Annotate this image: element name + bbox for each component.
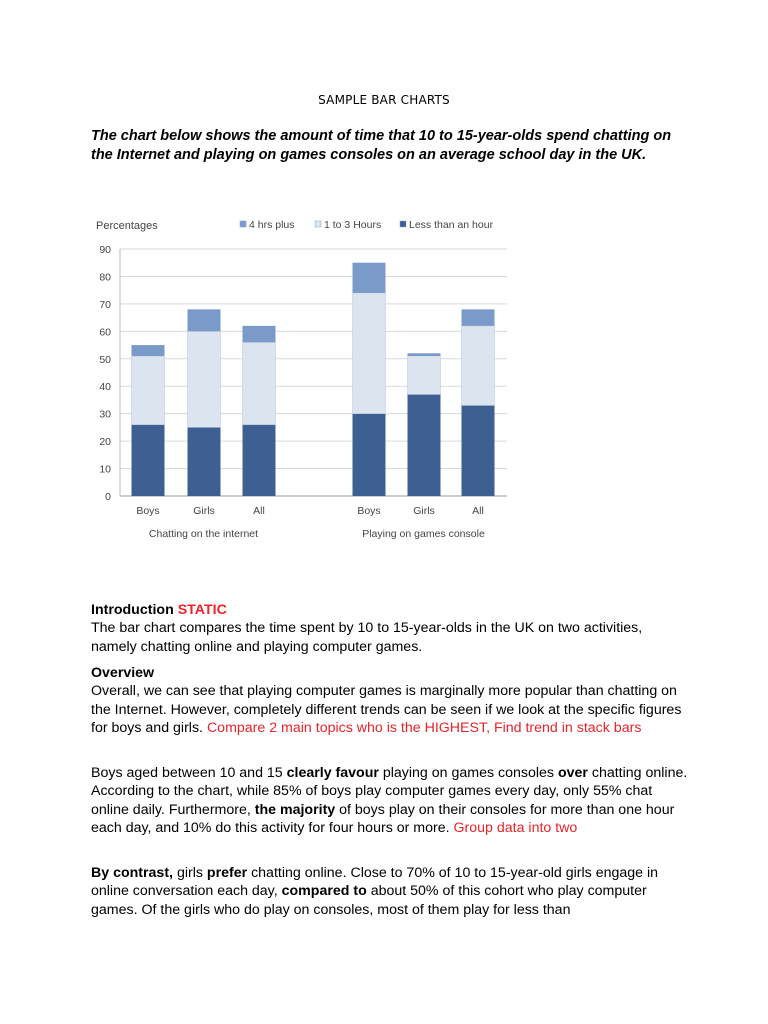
document-title: SAMPLE BAR CHARTS [318,93,450,107]
y-tick-label: 20 [99,436,111,449]
overview-note: Compare 2 main topics who is the HIGHEST, Find trend in stack bars [206,719,642,736]
p3-bold-2: over [557,765,588,781]
y-tick-label: 30 [99,408,111,421]
overview-heading [91,664,691,682]
y-tick-label: 10 [99,463,111,476]
y-tick-label: 80 [99,271,111,284]
paragraph-boys [91,764,691,837]
bar-segment [243,326,276,342]
bar-segment [408,353,441,356]
legend-swatch [240,221,246,227]
x-tick-label: Girls [413,505,435,517]
p4-text-d: about 50% of this cohort who play computer games. Of the girls who do play on consoles, most of them play for less than [91,883,647,918]
bar-segment [408,394,441,496]
stacked-bar-chart [88,205,528,550]
y-tick-label: 90 [99,244,111,256]
group-label: Playing on games console [362,528,485,540]
overview-body: Overall, we can see that playing computer games is marginally more popular than chatting on the Internet. However, completely different trends can be seen if we look at the specific figures for boys and girls. [91,683,682,736]
p3-text-a: Boys aged between 10 and 15 [91,765,287,781]
p3-text-d: chatting online. According to the chart, while 85% of boys play computer games every day, only 55% chat online daily. Furthermore, [91,765,688,818]
bar-segment [353,263,386,293]
y-tick-label: 60 [99,326,111,339]
legend-swatch [400,221,406,227]
introduction-tag: STATIC [177,602,227,618]
legend-label: Less than an hour [409,219,494,231]
p3-text-c: playing on games consoles [378,765,558,781]
bar-segment [353,293,386,414]
paragraph-girls [91,864,691,919]
paragraph-boys-text [91,764,691,837]
task-heading: The chart below shows the amount of time that 10 to 15-year-olds spend chatting on the Internet and playing on games consoles on an average school day in the UK. [91,128,672,163]
bar-segment [408,356,441,394]
overview-section [91,664,691,737]
p3-bold-3: the majority [254,801,336,818]
x-tick-label: Boys [357,505,381,517]
x-tick-label: All [472,505,484,517]
bar-segment [243,342,276,424]
overview-label: Overview [91,665,155,681]
group-label: Chatting on the internet [148,528,259,540]
x-tick-label: Girls [193,505,215,517]
y-tick-label: 0 [105,491,111,503]
introduction-section [91,601,691,656]
bar-segment [188,309,221,331]
bar-segment [353,414,386,496]
p4-text-a: girls [173,865,207,881]
p3-note: Group data into two [453,819,578,836]
y-tick-label: 70 [99,298,111,311]
y-axis-label: Percentages [96,220,158,232]
bar-segment [132,356,165,425]
p4-bold-1: By contrast, [91,865,173,881]
p3-bold-1: clearly favour [286,765,379,781]
bar-segment [188,427,221,496]
legend-swatch [315,221,321,227]
x-tick-label: Boys [136,505,160,517]
p4-bold-3: compared to [281,883,367,900]
y-tick-label: 40 [99,381,111,394]
bar-segment [243,425,276,496]
bar-segment [462,326,495,406]
legend-label: 1 to 3 Hours [324,219,382,231]
bar-segment [188,331,221,427]
introduction-text: The bar chart compares the time spent by 10 to 15-year-olds in the UK on two activities, namely chatting online and playing computer games. [91,620,643,655]
introduction-label: Introduction [91,602,174,618]
p4-bold-2: prefer [206,865,248,881]
bar-segment [462,309,495,325]
bar-segment [132,425,165,496]
bar-segment [132,345,165,356]
introduction-heading [91,601,691,619]
paragraph-girls-text [91,864,691,919]
overview-text [91,682,691,737]
p3-text-e: of boys play on their consoles for more than one hour each day, and 10% do this activity for four hours or more. [91,801,675,836]
bar-segment [462,405,495,496]
x-tick-label: All [253,505,265,517]
p4-text-c: chatting online. Close to 70% of 10 to 15-year-old girls engage in online conversation each day, [91,865,659,900]
legend-label: 4 hrs plus [249,219,295,231]
y-tick-label: 50 [99,353,111,366]
